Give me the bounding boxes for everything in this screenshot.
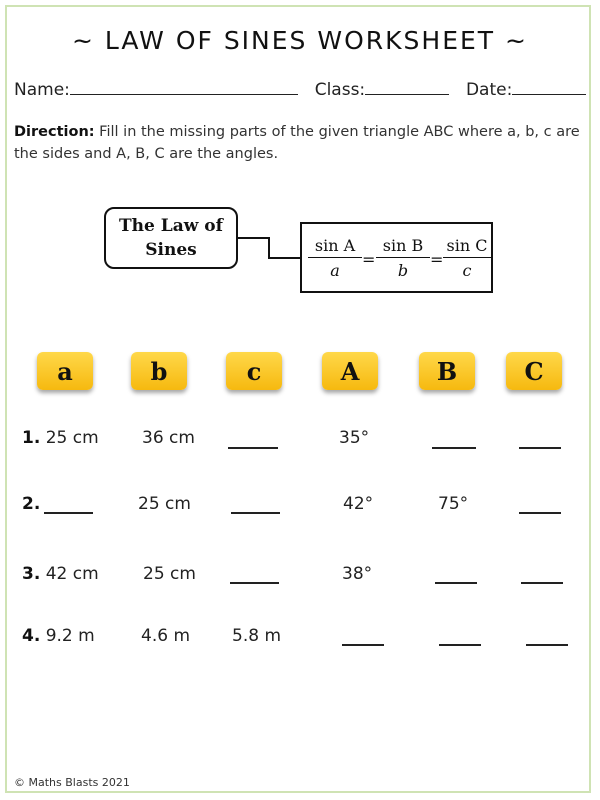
class-field[interactable] bbox=[365, 80, 449, 95]
fraction-denominator: c bbox=[462, 261, 472, 280]
name-label: Name: bbox=[14, 80, 70, 100]
side-a-blank[interactable] bbox=[44, 512, 93, 514]
equals-sign: = bbox=[362, 250, 376, 269]
law-box-line1: The Law of bbox=[119, 216, 223, 236]
side-b-value: 25 cm bbox=[138, 494, 191, 514]
angle-A-value: 38° bbox=[342, 564, 373, 584]
problem-row-3 bbox=[22, 564, 99, 584]
problem-number: 2. bbox=[22, 494, 41, 514]
law-of-sines-formula bbox=[300, 222, 493, 293]
side-b-value: 4.6 m bbox=[141, 626, 190, 646]
side-c-blank[interactable] bbox=[231, 512, 280, 514]
equals-sign: = bbox=[430, 250, 444, 269]
column-header-b: b bbox=[131, 352, 187, 390]
column-header-B: B bbox=[419, 352, 475, 390]
problem-number: 3. bbox=[22, 564, 41, 584]
fraction-sinC-over-c bbox=[443, 236, 491, 280]
column-header-a: a bbox=[37, 352, 93, 390]
problem-number: 4. bbox=[22, 626, 41, 646]
connector-line bbox=[268, 257, 300, 259]
side-a-value: 42 cm bbox=[45, 564, 99, 584]
class-label: Class: bbox=[314, 80, 366, 100]
fraction-bar bbox=[376, 257, 430, 258]
fraction-denominator: b bbox=[397, 261, 409, 280]
fraction-bar bbox=[443, 257, 491, 258]
angle-A-blank[interactable] bbox=[342, 644, 384, 646]
side-c-value: 5.8 m bbox=[232, 626, 281, 646]
name-field[interactable] bbox=[70, 80, 298, 95]
student-info-row bbox=[14, 80, 584, 100]
angle-C-blank[interactable] bbox=[526, 644, 568, 646]
law-of-sines-label-box bbox=[104, 207, 238, 269]
fraction-numerator: sin C bbox=[446, 236, 488, 255]
copyright-footer: © Maths Blasts 2021 bbox=[14, 776, 130, 789]
fraction-bar bbox=[308, 257, 362, 258]
angle-C-blank[interactable] bbox=[519, 447, 561, 449]
law-box-line2: Sines bbox=[145, 240, 197, 260]
angle-C-blank[interactable] bbox=[521, 582, 563, 584]
date-label: Date: bbox=[465, 80, 513, 100]
side-a-value: 25 cm bbox=[45, 428, 99, 448]
fraction-numerator: sin B bbox=[382, 236, 424, 255]
worksheet-title: ~ LAW OF SINES WORKSHEET ~ bbox=[72, 26, 528, 55]
fraction-sinA-over-a bbox=[308, 236, 362, 280]
angle-B-blank[interactable] bbox=[432, 447, 476, 449]
side-c-blank[interactable] bbox=[230, 582, 279, 584]
side-a-value: 9.2 m bbox=[45, 626, 95, 646]
side-c-blank[interactable] bbox=[228, 447, 278, 449]
column-header-c: c bbox=[226, 352, 282, 390]
connector-line bbox=[238, 237, 270, 239]
side-b-value: 25 cm bbox=[143, 564, 196, 584]
direction-label: Direction: bbox=[14, 124, 95, 140]
angle-B-value: 75° bbox=[438, 494, 469, 514]
angle-A-value: 42° bbox=[343, 494, 374, 514]
fraction-denominator: a bbox=[330, 261, 340, 280]
problem-row-4 bbox=[22, 626, 95, 646]
angle-C-blank[interactable] bbox=[519, 512, 561, 514]
fraction-numerator: sin A bbox=[314, 236, 356, 255]
fraction-sinB-over-b bbox=[376, 236, 430, 280]
date-field[interactable] bbox=[512, 80, 586, 95]
angle-B-blank[interactable] bbox=[435, 582, 477, 584]
side-b-value: 36 cm bbox=[142, 428, 195, 448]
direction-body: Fill in the missing parts of the given triangle ABC where a, b, c are the sides and A, B, C are the angles. bbox=[14, 124, 580, 162]
connector-line bbox=[268, 237, 270, 259]
problem-row-1 bbox=[22, 428, 99, 448]
column-header-A: A bbox=[322, 352, 378, 390]
column-header-C: C bbox=[506, 352, 562, 390]
angle-A-value: 35° bbox=[339, 428, 370, 448]
angle-B-blank[interactable] bbox=[439, 644, 481, 646]
direction-text bbox=[14, 121, 589, 165]
problem-number: 1. bbox=[22, 428, 41, 448]
problem-row-2 bbox=[22, 494, 40, 514]
